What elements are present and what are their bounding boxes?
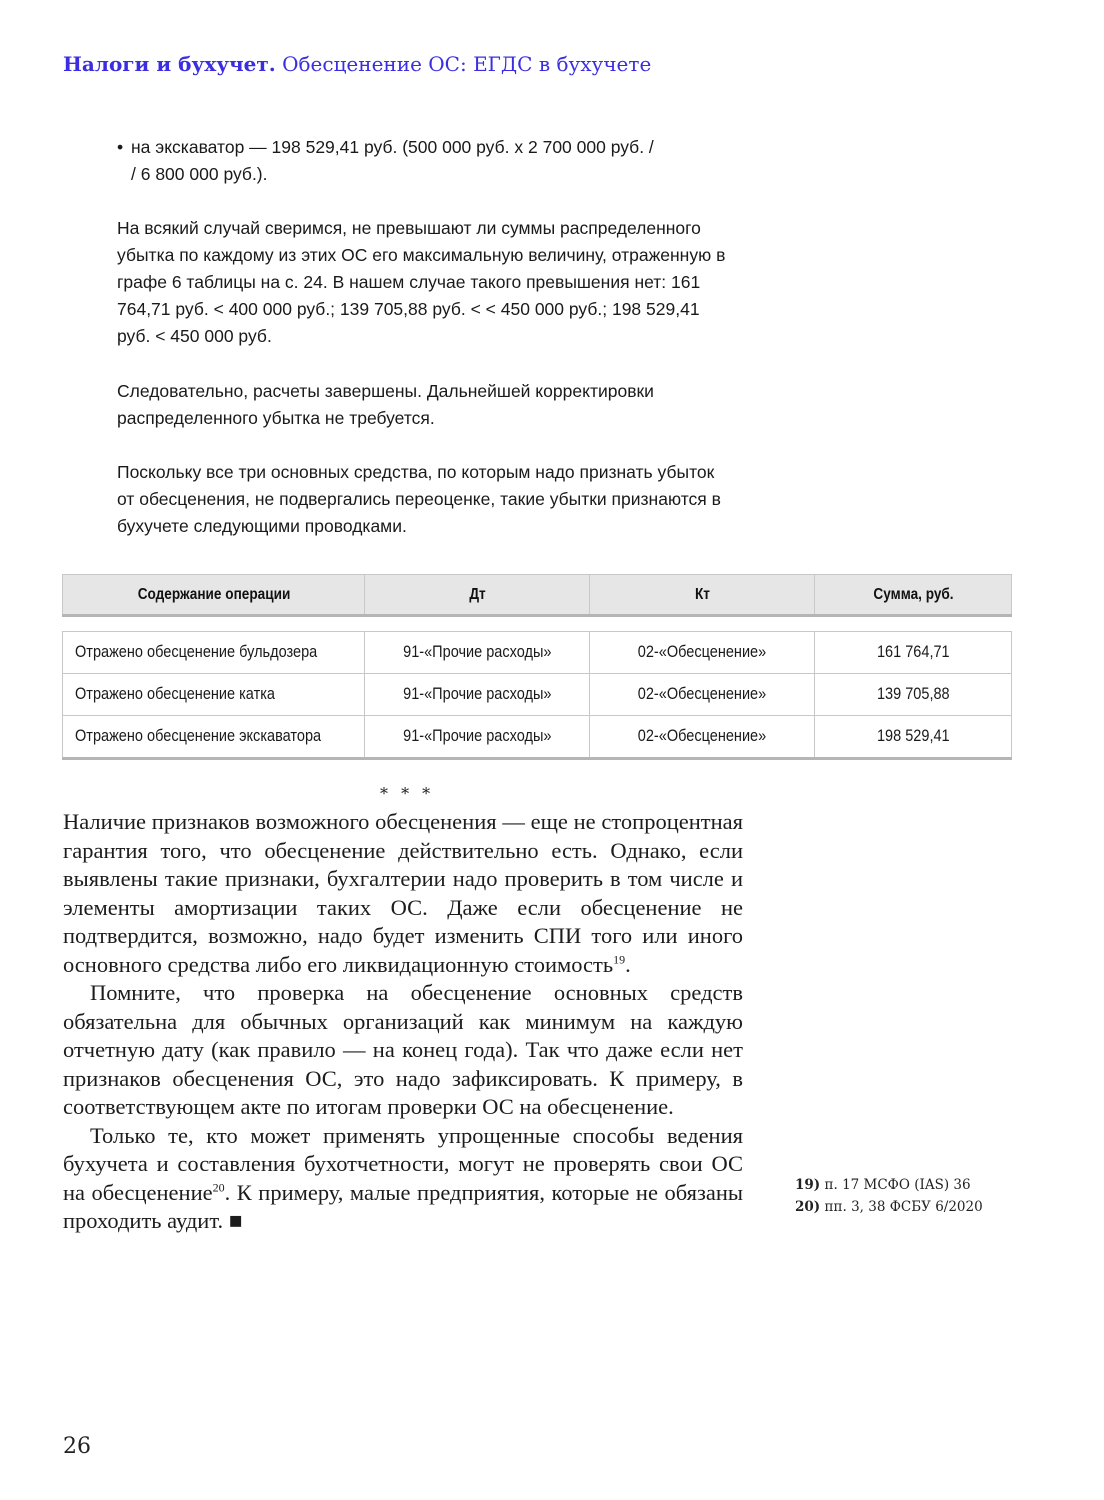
- header-section: Налоги и бухучет.: [63, 52, 276, 76]
- header-title: Обесценение ОС: ЕГДС в бухучете: [282, 52, 652, 76]
- cell-operation: Отражено обесценение бульдозера: [75, 643, 318, 661]
- page-number: 26: [63, 1434, 91, 1459]
- cell-credit: 02-«Обесценение»: [637, 685, 767, 703]
- header-debit: Дт: [381, 575, 572, 616]
- cell-credit: 02-«Обесценение»: [637, 643, 767, 661]
- bullet-item: [117, 134, 727, 188]
- table-row: [63, 674, 1012, 716]
- footnote-20: 20) пп. 3, 38 ФСБУ 6/2020: [795, 1199, 983, 1215]
- section-separator: * * *: [380, 784, 435, 803]
- postings-table: [62, 574, 1011, 760]
- cell-debit: 91-«Прочие расходы»: [402, 727, 552, 745]
- bullet-line-1: на экскаватор — 198 529,41 руб. (500 000 руб. x 2 700 000 руб. /: [131, 137, 654, 157]
- running-header: [63, 52, 651, 76]
- cell-credit: 02-«Обесценение»: [637, 727, 767, 745]
- paragraph-entries-intro: Поскольку все три основных средства, по которым надо признать убыток от обесценения, не подвергались переоценке, такие убытки признаются в бухучете следующими проводками.: [117, 462, 721, 536]
- header-amount: Сумма, руб.: [829, 575, 996, 616]
- header-operation: Содержание операции: [85, 575, 342, 616]
- paragraph-conclusion: Следовательно, расчеты завершены. Дальнейшей корректировки распределенного убытка не требуется.: [117, 381, 654, 428]
- table-row: [63, 716, 1012, 759]
- header-credit: Кт: [606, 575, 797, 616]
- table-header-row: [63, 575, 1012, 616]
- footnote-ref-19: 19: [613, 952, 626, 966]
- cell-amount: 198 529,41: [876, 727, 950, 745]
- paragraph-check: На всякий случай сверимся, не превышают ли суммы распределенного убытка по каждому из этих ОС его максимальную величину, отраженную в графе 6 таблицы на с. 24. В нашем случае такого превышения нет: 161 764,71 руб. < 400 000 руб.; 139 705,88 руб. < < 450 000 руб.; 198 529,41 руб. < 450 000 руб.: [117, 218, 726, 346]
- cell-debit: 91-«Прочие расходы»: [402, 643, 552, 661]
- footnote-19: 19) п. 17 МСФО (IAS) 36: [795, 1177, 971, 1193]
- footnotes: [795, 1174, 983, 1218]
- body-paragraph-1: Наличие признаков возможного обесценения — еще не стопроцентная гарантия того, что обесценение действительно есть. Однако, если выявлены такие признаки, бухгалтерии надо проверить в том числе и элементы амортизации таких ОС. Даже если обесценение не подтвердится, возможно, надо будет изменить СПИ того или иного основного средства либо его ликвидационную стоимость$^{19}$.: [63, 809, 743, 977]
- cell-debit: 91-«Прочие расходы»: [402, 685, 552, 703]
- body-text: [63, 808, 743, 1236]
- bullet-list: [117, 134, 727, 188]
- cell-amount: 161 764,71: [876, 643, 950, 661]
- body-paragraph-3: Только те, кто может применять упрощенные способы ведения бухучета и составления бухотчетности, могут не проверять свои ОС на обесценение$^{20}$. К примеру, малые предприятия, которые не обязаны проходить аудит. ■: [63, 1122, 743, 1233]
- bullet-icon: •: [117, 137, 124, 157]
- cell-amount: 139 705,88: [876, 685, 950, 703]
- footnote-ref-20: 20: [212, 1180, 225, 1194]
- body-paragraph-2: Помните, что проверка на обесценение основных средств обязательна для обычных организаций как минимум на каждую отчетную дату (как правило — на конец года). Так что даже если нет признаков обесценения ОС, это надо зафиксировать. К примеру, в соответствующем акте по итогам проверки ОС на обесценение.: [63, 980, 743, 1119]
- cell-operation: Отражено обесценение экскаватора: [75, 727, 322, 745]
- bullet-line-2: / 6 800 000 руб.).: [131, 164, 268, 184]
- cell-operation: Отражено обесценение катка: [75, 685, 275, 703]
- table-row: [63, 632, 1012, 674]
